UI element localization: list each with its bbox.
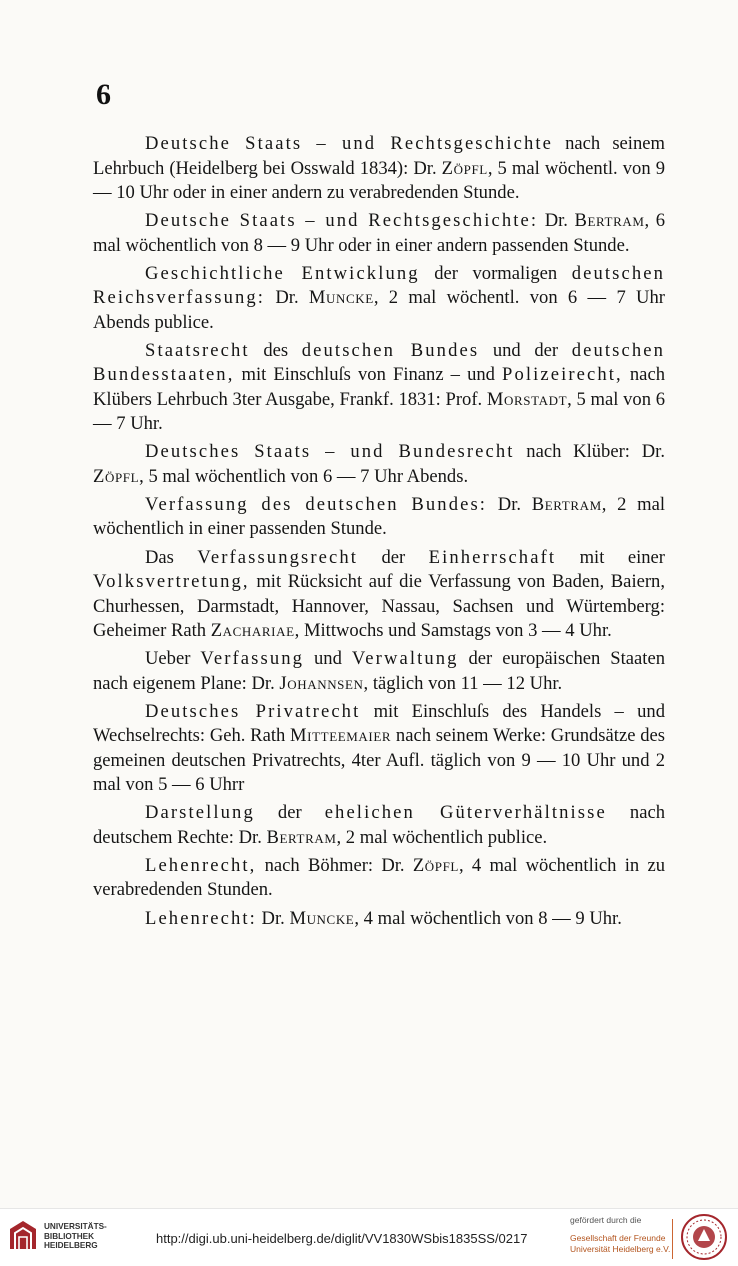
lecture-topic: Staatsrecht (145, 339, 250, 361)
lecture-entry (93, 801, 665, 850)
lecture-topic: deutschen Bundes (301, 339, 480, 361)
lecture-topic: Lehenrecht: (145, 907, 257, 929)
lecture-topic: Deutsche Staats – und Rechtsgeschichte (145, 133, 554, 154)
library-name-line: BIBLIOTHEK (44, 1231, 95, 1241)
lecture-topic: Lehenrecht, (145, 854, 257, 876)
lecture-text: Dr. (538, 210, 575, 232)
lecture-text: Das (145, 546, 198, 568)
library-name-line: HEIDELBERG (44, 1241, 98, 1251)
lecture-text: , 2 mal wöchentl. von 6 — 7 Uhr Abends publice. (93, 287, 665, 333)
lecture-topic: Verwaltung (351, 648, 459, 670)
lecture-text: nach Klüber: Dr. (514, 441, 665, 463)
lecture-text: , 4 mal wöchentlich in zu verabredenden Stunden. (93, 854, 665, 901)
library-name[interactable] (44, 1222, 107, 1251)
permalink-url[interactable]: http://digi.ub.uni-heidelberg.de/diglit/VV1830WSbis1835SS/0217 (156, 1231, 528, 1246)
lecture-topic: deutschen Bundesstaaten, (93, 339, 665, 386)
lecture-text: der vormaligen (419, 262, 572, 284)
lecture-text: und (304, 648, 352, 670)
lecture-text: nach Klübers Lehrbuch 3ter Ausgabe, Frankf. 1831: Prof. (93, 364, 665, 410)
sponsor-label: gefördert durch die (570, 1215, 642, 1225)
lecture-entry (93, 546, 665, 644)
lecture-text: , 4 mal wöchentlich von 8 — 9 Uhr. (354, 907, 622, 929)
lecture-topic: Einherrschaft (428, 546, 557, 568)
sponsor-name-line: Universität Heidelberg e.V. (570, 1243, 671, 1254)
lecture-topic: ehelichen Güterverhältnisse (324, 802, 607, 824)
lecturer-name: Bertram (266, 826, 337, 848)
lecture-topic: Polizeirecht, (502, 364, 623, 386)
footer-divider (672, 1219, 673, 1259)
lecture-topic: Deutsche Staats – und Rechtsgeschichte: (145, 210, 539, 232)
lecture-text: der europäischen Staaten nach eigenem Plane: Dr. (93, 648, 665, 694)
library-name-line: UNIVERSITÄTS- (44, 1222, 107, 1231)
lecture-text: Dr. (265, 287, 309, 309)
lecture-topic: Deutsches Privatrecht (145, 700, 361, 722)
lecture-text: , 6 mal wöchentlich von 8 — 9 Uhr oder in einer andern passenden Stunde. (93, 210, 665, 256)
page-number: 6 (96, 78, 111, 111)
lecture-topic: Verfassung (200, 648, 305, 670)
lecturer-name: Zöpfl (412, 854, 459, 876)
lecture-text: nach seinem Werke: Grundsätze des gemeinen deutschen Privatrechts, 4ter Aufl. täglich von 9 — 10 Uhr und 2 mal von 5 — 6 Uhrr (93, 725, 665, 796)
lecture-text: und der (479, 339, 572, 361)
lecturer-name: Muncke (289, 907, 355, 929)
lecturer-name: Zachariae (210, 620, 295, 642)
lecture-topic: Volksvertretung, (93, 571, 250, 593)
lecture-text: , Mittwochs und Samstags von 3 — 4 Uhr. (294, 620, 612, 642)
sponsor-name-line: Gesellschaft der Freunde (570, 1233, 666, 1243)
lecture-text: Ueber (145, 648, 201, 670)
lecturer-name: Muncke (308, 287, 374, 309)
lecture-list (93, 132, 665, 935)
university-seal-icon (680, 1213, 728, 1261)
lecture-text: Dr. (256, 907, 290, 929)
lecture-entry (93, 440, 665, 489)
lecture-topic: Geschichtliche Entwicklung (145, 262, 420, 284)
lecture-text: , täglich von 11 — 12 Uhr. (363, 672, 563, 694)
lecturer-name: Zöpfl (441, 157, 488, 179)
sponsor-name[interactable] (570, 1233, 670, 1254)
lecture-text: , 5 mal wöchentl. von 9 — 10 Uhr oder in einer andern zu verabredenden Stunde. (93, 157, 665, 203)
lecture-entry (93, 493, 665, 542)
lecture-topic: Deutsches Staats – und Bundesrecht (145, 441, 515, 463)
lecture-text: mit Einschluſs des Handels – und Wechselrechts: Geh. Rath (93, 700, 665, 747)
lecture-text: nach Böhmer: Dr. (256, 854, 413, 876)
lecture-text: des (249, 339, 302, 361)
lecture-text: mit Rücksicht auf die Verfassung von Baden, Baiern, Churhessen, Darmstadt, Hannover, Nassau, Sachsen und Würtemberg: Geheimer Rath (93, 571, 665, 642)
lecture-text: nach seinem Lehrbuch (Heidelberg bei Osswald 1834): Dr. (93, 133, 665, 179)
lecture-text: , 2 mal wöchentlich publice. (336, 826, 548, 848)
lecture-text: der (358, 546, 429, 568)
lecture-entry (93, 907, 665, 932)
lecture-entry (93, 700, 665, 798)
lecture-topic: Darstellung (145, 802, 255, 824)
lecturer-name: Mitteemaier (290, 725, 392, 747)
lecture-text: nach deutschem Rechte: Dr. (93, 802, 665, 848)
lecture-entry (93, 647, 665, 696)
lecture-entry (93, 209, 665, 258)
lecturer-name: Morstadt (486, 388, 568, 410)
viewer-footer (0, 1208, 738, 1266)
lecture-text: der (254, 802, 325, 824)
lecture-text: , 2 mal wöchentlich in einer passenden Stunde. (93, 493, 666, 540)
lecture-text: Dr. (487, 493, 532, 515)
lecture-topic: deutschen Reichsverfassung: (93, 262, 665, 309)
lecture-entry (93, 132, 665, 206)
lecture-entry (93, 339, 665, 437)
lecturer-name: Zöpfl (93, 465, 140, 487)
lecturer-name: Bertram (531, 493, 602, 515)
lecture-topic: Verfassungsrecht (197, 546, 358, 568)
lecture-text: mit einer (556, 546, 665, 568)
lecture-entry (93, 262, 665, 336)
lecture-entry (93, 854, 665, 903)
lecture-text: , 5 mal wöchentlich von 6 — 7 Uhr Abends. (139, 465, 469, 487)
lecturer-name: Bertram (574, 210, 645, 232)
lecturer-name: Johannsen (279, 672, 364, 694)
university-library-logo-icon[interactable] (8, 1219, 38, 1251)
lecture-text: , 5 mal von 6 — 7 Uhr. (93, 388, 666, 435)
lecture-text: mit Einschluſs von Finanz – und (234, 364, 503, 386)
lecture-topic: Verfassung des deutschen Bundes: (145, 493, 488, 515)
